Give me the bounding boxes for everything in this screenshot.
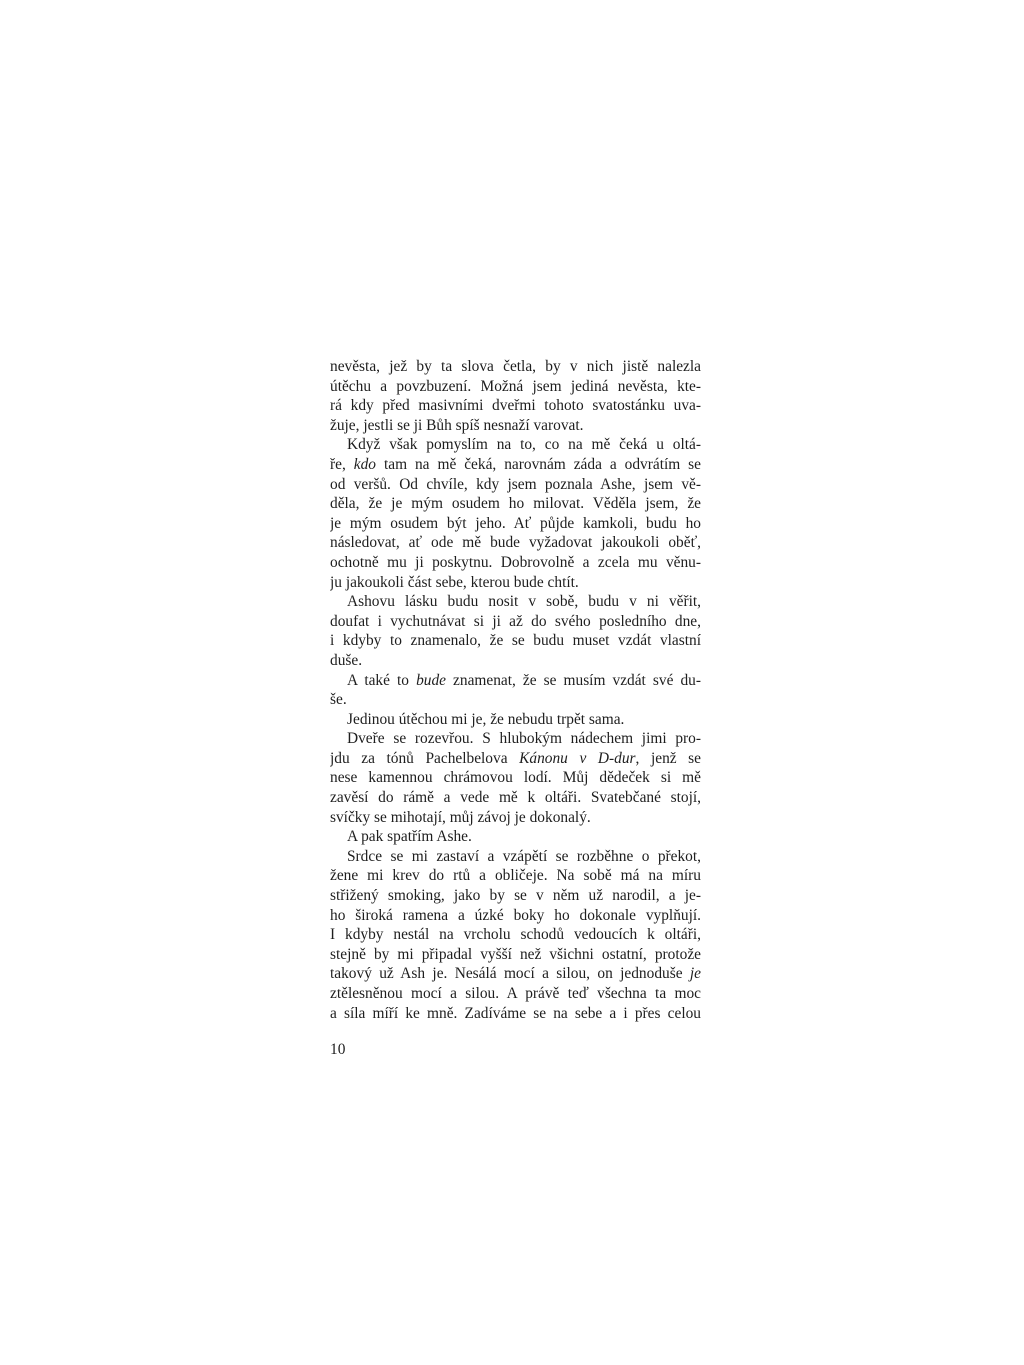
text-segment: ju jakoukoli část sebe, kterou bude chtít.	[330, 573, 579, 591]
text-segment: a síla míří ke mně. Zadíváme se na sebe a i přes celou	[330, 1004, 701, 1022]
text-line	[330, 906, 701, 926]
text-line	[330, 592, 701, 612]
text-line	[330, 416, 701, 436]
text-line	[330, 925, 701, 945]
text-line	[330, 964, 701, 984]
text-segment: stejně by mi připadal vyšší než všichni ostatní, protože	[330, 945, 701, 963]
text-segment: útěchu a povzbuzení. Možná jsem jediná nevěsta, kte-	[330, 377, 701, 395]
text-segment: žuje, jestli se ji Bůh spíš nesnaží varovat.	[330, 416, 584, 434]
text-segment: od veršů. Od chvíle, kdy jsem poznala Ashe, jsem vě-	[330, 475, 701, 493]
text-segment: je mým osudem být jeho. Ať půjde kamkoli, budu ho	[330, 514, 701, 532]
text-segment: ho široká ramena a úzké boky ho dokonale vyplňují.	[330, 906, 701, 924]
text-line	[330, 729, 701, 749]
text-segment: rá kdy před masivními dveřmi tohoto svatostánku uva-	[330, 397, 701, 415]
text-segment: nese kamennou chrámovou lodí. Můj dědeček si mě	[330, 769, 701, 787]
text-segment: střižený smoking, jako by se v něm už narodil, a je-	[330, 887, 701, 905]
text-segment: ztělesněnou mocí a silou. A právě teď všechna ta moc	[330, 985, 701, 1002]
text-line	[330, 710, 701, 730]
text-line	[330, 866, 701, 886]
text-line	[330, 749, 701, 769]
text-line	[330, 455, 701, 475]
text-line	[330, 788, 701, 808]
italic-text: bude	[416, 671, 446, 689]
text-segment: duše.	[330, 651, 363, 669]
text-line	[330, 396, 701, 416]
text-segment: i kdyby to znamenalo, že se budu muset vzdát vlastní	[330, 632, 701, 650]
text-segment: , jenž se	[635, 749, 701, 767]
text-segment: svíčky se mihotají, můj závoj je dokonalý.	[330, 808, 591, 826]
text-segment: znamenat, že se musím vzdát své du-	[445, 671, 701, 689]
text-line	[330, 435, 701, 455]
text-line	[330, 886, 701, 906]
text-segment: Ashovu lásku budu nosit v sobě, budu v ni věřit,	[347, 593, 701, 611]
text-line	[330, 1004, 701, 1024]
text-line	[330, 847, 701, 867]
text-line	[330, 573, 701, 593]
text-line	[330, 631, 701, 651]
text-line	[330, 377, 701, 397]
text-line	[330, 533, 701, 553]
text-line	[330, 808, 701, 828]
text-line	[330, 612, 701, 632]
text-line	[330, 494, 701, 514]
italic-text: je	[689, 965, 701, 983]
text-segment: jdu za tónů Pachelbelova	[330, 749, 520, 767]
text-segment: A také to	[347, 671, 417, 689]
text-line	[330, 690, 701, 710]
text-segment: ochotně mu ji poskytnu. Dobrovolně a zcela mu věnu-	[330, 553, 701, 571]
text-line	[330, 514, 701, 534]
text-segment: Dveře se rozevřou. S hlubokým nádechem jimi pro-	[347, 730, 701, 748]
text-segment: Když však pomyslím na to, co na mě čeká u oltá-	[347, 436, 701, 454]
text-segment: Srdce se mi zastaví a vzápětí se rozběhne o překot,	[347, 847, 701, 865]
text-segment: takový už Ash je. Nesálá mocí a silou, on jednoduše	[330, 965, 690, 983]
text-segment: zavěsí do rámě a vede mě k oltáři. Svatebčané stojí,	[330, 789, 701, 807]
text-segment: še.	[330, 691, 347, 709]
text-segment: Jedinou útěchou mi je, že nebudu trpět sama.	[347, 710, 625, 728]
text-line	[330, 671, 701, 691]
text-segment: děla, že je mým osudem ho milovat. Věděla jsem, že	[330, 495, 701, 513]
text-line	[330, 553, 701, 573]
text-segment: ře,	[330, 455, 354, 473]
text-segment: I kdyby nestál na vrcholu schodů vedoucích k oltáři,	[330, 926, 701, 944]
text-line	[330, 768, 701, 788]
italic-text: Kánonu v D-dur	[519, 749, 636, 767]
text-segment: nevěsta, jež by ta slova četla, by v nich jistě nalezla	[330, 358, 701, 375]
page-number: 10	[330, 1041, 346, 1058]
text-segment: doufat i vychutnávat si ji až do svého posledního dne,	[330, 612, 701, 630]
text-line	[330, 945, 701, 965]
text-segment: následovat, ať ode mě bude vyžadovat jakoukoli oběť,	[330, 534, 701, 552]
text-segment: žene mi krev do rtů a obličeje. Na sobě má na míru	[330, 867, 701, 885]
italic-text: kdo	[353, 455, 376, 473]
text-line	[330, 827, 701, 847]
text-segment: A pak spatřím Ashe.	[347, 828, 472, 846]
text-line	[330, 357, 701, 377]
text-segment: tam na mě čeká, narovnám záda a odvrátím se	[376, 455, 701, 473]
body-text	[330, 357, 701, 1023]
text-line	[330, 984, 701, 1004]
text-line	[330, 475, 701, 495]
text-line	[330, 651, 701, 671]
